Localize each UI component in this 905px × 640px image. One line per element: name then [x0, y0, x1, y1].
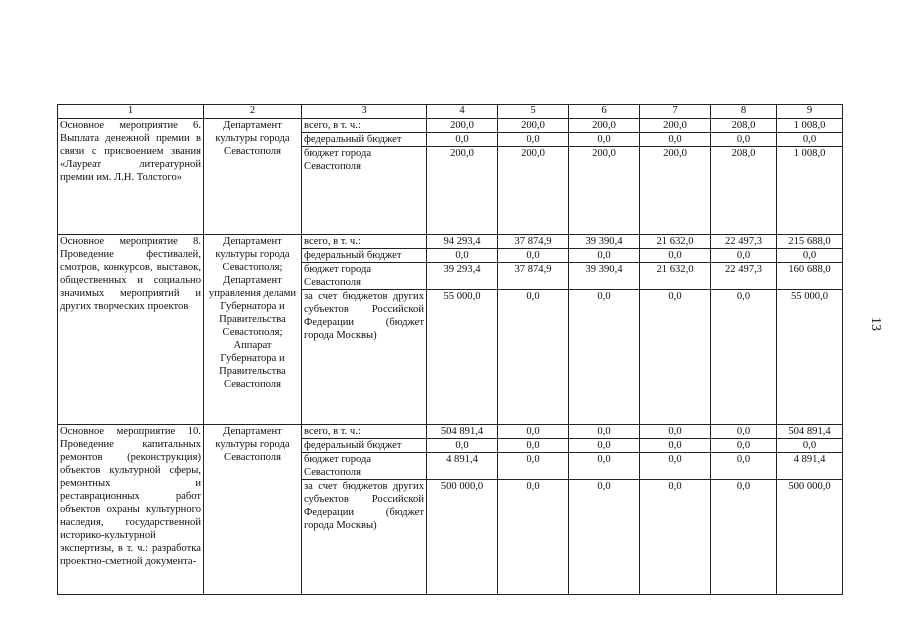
value-cell: 0,0: [569, 480, 640, 595]
header-cell: 9: [777, 105, 843, 119]
value-cell: 200,0: [498, 147, 569, 235]
value-cell: 208,0: [711, 119, 777, 133]
header-cell: 4: [427, 105, 498, 119]
value-cell: 94 293,4: [427, 235, 498, 249]
funding-source: за счет бюджетов других субъектов Российской Федерации (бюджет города Москвы): [302, 290, 427, 425]
value-cell: 0,0: [569, 133, 640, 147]
value-cell: 0,0: [711, 290, 777, 425]
value-cell: 0,0: [498, 480, 569, 595]
funding-source: всего, в т. ч.:: [302, 425, 427, 439]
value-cell: 0,0: [498, 439, 569, 453]
value-cell: 22 497,3: [711, 263, 777, 290]
value-cell: 0,0: [498, 290, 569, 425]
value-cell: 37 874,9: [498, 263, 569, 290]
funding-source: федеральный бюджет: [302, 439, 427, 453]
value-cell: 0,0: [498, 425, 569, 439]
value-cell: 4 891,4: [777, 453, 843, 480]
value-cell: 200,0: [640, 147, 711, 235]
value-cell: 0,0: [640, 439, 711, 453]
value-cell: 0,0: [569, 453, 640, 480]
funding-source: бюджет города Севастополя: [302, 453, 427, 480]
value-cell: 160 688,0: [777, 263, 843, 290]
value-cell: 55 000,0: [777, 290, 843, 425]
responsible-org: Департамент культуры города Севастополя: [204, 119, 302, 235]
header-cell: 3: [302, 105, 427, 119]
funding-source: бюджет города Севастополя: [302, 263, 427, 290]
responsible-org: Департамент культуры города Севастополя: [204, 425, 302, 595]
value-cell: 22 497,3: [711, 235, 777, 249]
page-number: 13: [868, 317, 883, 331]
table-row: [58, 425, 843, 439]
header-cell: 1: [58, 105, 204, 119]
value-cell: 21 632,0: [640, 235, 711, 249]
value-cell: 37 874,9: [498, 235, 569, 249]
funding-source: всего, в т. ч.:: [302, 119, 427, 133]
funding-source: бюджет города Севастополя: [302, 147, 427, 235]
value-cell: 0,0: [427, 439, 498, 453]
value-cell: 0,0: [640, 290, 711, 425]
value-cell: 0,0: [640, 453, 711, 480]
value-cell: 0,0: [640, 249, 711, 263]
value-cell: 1 008,0: [777, 147, 843, 235]
responsible-org: Департамент культуры города Севастополя; Департамент управления делами Губернатора и Правительства Севастополя; Аппарат Губернатора и Правительства Севастополя: [204, 235, 302, 425]
header-row: [58, 105, 843, 119]
value-cell: 0,0: [711, 453, 777, 480]
header-cell: 5: [498, 105, 569, 119]
value-cell: 21 632,0: [640, 263, 711, 290]
value-cell: 200,0: [640, 119, 711, 133]
value-cell: 0,0: [711, 425, 777, 439]
value-cell: 200,0: [569, 119, 640, 133]
value-cell: 0,0: [569, 439, 640, 453]
value-cell: 0,0: [498, 249, 569, 263]
value-cell: 200,0: [569, 147, 640, 235]
value-cell: 504 891,4: [777, 425, 843, 439]
value-cell: 0,0: [711, 480, 777, 595]
value-cell: 0,0: [498, 133, 569, 147]
value-cell: 0,0: [498, 453, 569, 480]
value-cell: 500 000,0: [777, 480, 843, 595]
value-cell: 200,0: [498, 119, 569, 133]
value-cell: 0,0: [711, 133, 777, 147]
value-cell: 39 293,4: [427, 263, 498, 290]
funding-source: федеральный бюджет: [302, 249, 427, 263]
value-cell: 0,0: [640, 480, 711, 595]
value-cell: 215 688,0: [777, 235, 843, 249]
funding-source: всего, в т. ч.:: [302, 235, 427, 249]
value-cell: 0,0: [569, 249, 640, 263]
value-cell: 0,0: [569, 290, 640, 425]
funding-source: федеральный бюджет: [302, 133, 427, 147]
value-cell: 0,0: [640, 133, 711, 147]
value-cell: 0,0: [711, 439, 777, 453]
value-cell: 200,0: [427, 119, 498, 133]
value-cell: 0,0: [777, 133, 843, 147]
program-table: [57, 104, 843, 595]
value-cell: 200,0: [427, 147, 498, 235]
header-cell: 8: [711, 105, 777, 119]
table-row: [58, 119, 843, 133]
value-cell: 0,0: [777, 439, 843, 453]
header-cell: 6: [569, 105, 640, 119]
value-cell: 55 000,0: [427, 290, 498, 425]
value-cell: 0,0: [777, 249, 843, 263]
measure-title: Основное мероприятие 10. Проведение капитальных ремонтов (реконструкция) объектов культурной сферы, ремонтных и реставрационных работ объектов охраны культурного наследия, государственной историко-культурной экспертизы, в т. ч.: разработка проектно-сметной документа-: [58, 425, 204, 595]
value-cell: 0,0: [569, 425, 640, 439]
table-row: [58, 235, 843, 249]
value-cell: 1 008,0: [777, 119, 843, 133]
value-cell: 0,0: [711, 249, 777, 263]
value-cell: 0,0: [640, 425, 711, 439]
header-cell: 2: [204, 105, 302, 119]
value-cell: 39 390,4: [569, 235, 640, 249]
value-cell: 39 390,4: [569, 263, 640, 290]
value-cell: 504 891,4: [427, 425, 498, 439]
header-cell: 7: [640, 105, 711, 119]
funding-source: за счет бюджетов других субъектов Российской Федерации (бюджет города Москвы): [302, 480, 427, 595]
value-cell: 4 891,4: [427, 453, 498, 480]
measure-title: Основное мероприятие 8. Проведение фестивалей, смотров, конкурсов, выставок, общественных и социально значимых мероприятий и других творческих проектов: [58, 235, 204, 425]
value-cell: 0,0: [427, 133, 498, 147]
value-cell: 500 000,0: [427, 480, 498, 595]
measure-title: Основное мероприятие 6. Выплата денежной премии в связи с присвоением звания «Лауреат литературной премии им. Л.Н. Толстого»: [58, 119, 204, 235]
value-cell: 208,0: [711, 147, 777, 235]
value-cell: 0,0: [427, 249, 498, 263]
